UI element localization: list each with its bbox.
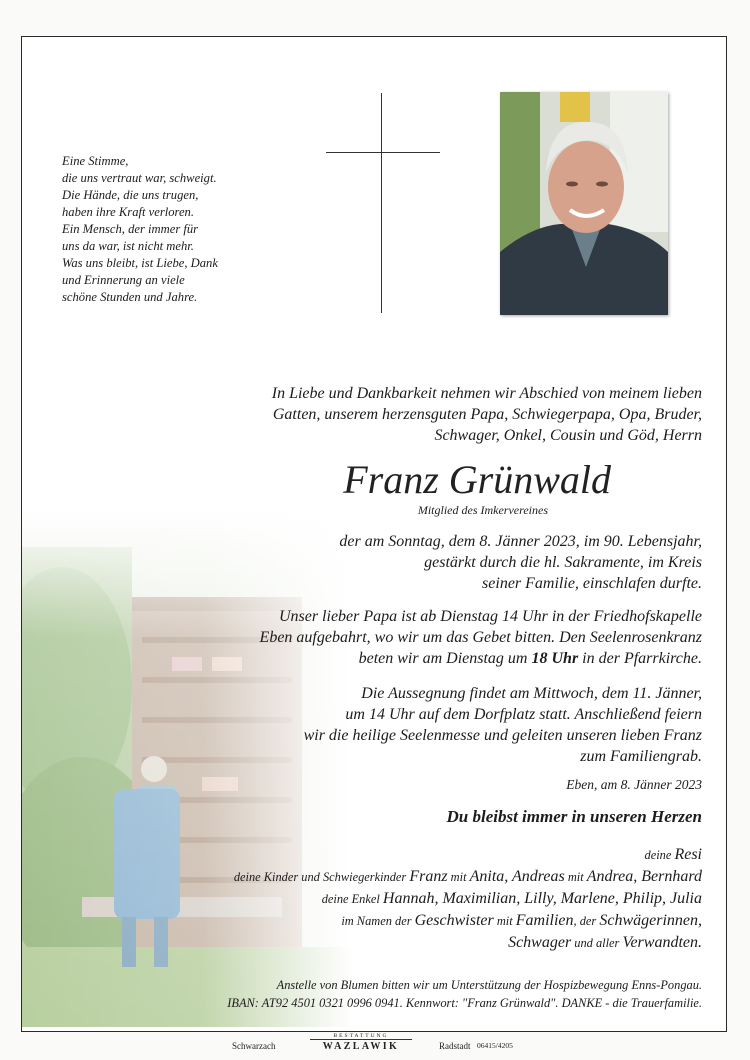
footer-divider bbox=[310, 1039, 412, 1040]
note-line: Anstelle von Blumen bitten wir um Unterstützung der Hospizbewegung Enns-Pongau. bbox=[276, 978, 702, 992]
text-span: beten wir am Dienstag um bbox=[358, 650, 532, 667]
text-span: im Namen der bbox=[341, 914, 415, 928]
paragraph-line: um 14 Uhr auf dem Dorfplatz statt. Anschließend feiern bbox=[345, 706, 702, 723]
poem-line: Die Hände, die uns trugen, bbox=[62, 188, 199, 202]
note-line: IBAN: AT92 4501 0321 0996 0941. Kennwort: "Franz Grünwald". DANKE - die Trauerfamilie. bbox=[227, 996, 702, 1010]
mourner-name: Resi bbox=[674, 846, 702, 863]
text-span: in der Pfarrkirche. bbox=[578, 650, 702, 667]
paragraph-line: Die Aussegnung findet am Mittwoch, dem 11. Jänner, bbox=[361, 685, 702, 702]
intro-line: In Liebe und Dankbarkeit nehmen wir Abschied von meinem lieben bbox=[271, 385, 702, 402]
poem-line: und Erinnerung an viele bbox=[62, 273, 185, 287]
mourner-name: Anita, Andreas bbox=[469, 868, 565, 885]
death-notice-paragraph bbox=[339, 531, 702, 594]
deceased-name: Franz Grünwald bbox=[343, 457, 611, 502]
paragraph-line: gestärkt durch die hl. Sakramente, im Kreis bbox=[424, 554, 702, 571]
portrait-photo bbox=[500, 92, 668, 315]
paragraph-line bbox=[260, 648, 702, 669]
mourner-name: Geschwister bbox=[414, 912, 494, 929]
poem-line: haben ihre Kraft verloren. bbox=[62, 205, 194, 219]
mourners-list bbox=[234, 844, 702, 954]
text-span: , der bbox=[573, 914, 600, 928]
footer-brand: WAZLAWIK bbox=[322, 1041, 400, 1052]
mourner-name: Hannah, Maximilian, Lilly, Marlene, Philip, Julia bbox=[382, 890, 702, 907]
mourner-line bbox=[234, 932, 702, 954]
poem-line: uns da war, ist nicht mehr. bbox=[62, 239, 194, 253]
text-span: deine bbox=[644, 848, 675, 862]
deceased-subtitle: Mitglied des Imkervereines bbox=[417, 503, 548, 517]
funeral-paragraph bbox=[304, 683, 702, 767]
poem-line: die uns vertraut war, schweigt. bbox=[62, 171, 217, 185]
paragraph-line: der am Sonntag, dem 8. Jänner 2023, im 90. Lebensjahr, bbox=[339, 533, 702, 550]
text-span: mit bbox=[447, 870, 470, 884]
mourner-line bbox=[234, 844, 702, 866]
text-span: und aller bbox=[571, 936, 623, 950]
mourner-line bbox=[234, 910, 702, 932]
mourner-name: Verwandten. bbox=[622, 934, 702, 951]
funeral-home-footer bbox=[0, 1033, 750, 1057]
poem-line: Eine Stimme, bbox=[62, 154, 129, 168]
paragraph-line: seiner Familie, einschlafen durfte. bbox=[482, 575, 702, 592]
place-date: Eben, am 8. Jänner 2023 bbox=[566, 777, 702, 792]
rosary-time: 18 Uhr bbox=[531, 650, 579, 667]
motto: Du bleibst immer in unseren Herzen bbox=[446, 807, 702, 826]
poem bbox=[62, 153, 282, 306]
text-span: deine Enkel bbox=[321, 892, 383, 906]
poem-line: schöne Stunden und Jahre. bbox=[62, 290, 198, 304]
footer-location: Radstadt bbox=[439, 1041, 471, 1051]
text-span: deine Kinder und Schwiegerkinder bbox=[233, 870, 410, 884]
intro-text bbox=[272, 383, 702, 446]
poem-line: Ein Mensch, der immer für bbox=[62, 222, 199, 236]
paragraph-line: Eben aufgebahrt, wo wir um das Gebet bitten. Den Seelenrosenkranz bbox=[259, 629, 702, 646]
paragraph-line: Unser lieber Papa ist ab Dienstag 14 Uhr in der Friedhofskapelle bbox=[278, 608, 702, 625]
text-span: mit bbox=[564, 870, 587, 884]
mourner-name: Schwager bbox=[508, 934, 572, 951]
footer-brand-tagline: BESTATTUNG bbox=[333, 1033, 389, 1039]
mourner-name: Franz bbox=[409, 868, 448, 885]
paragraph-line: wir die heilige Seelenmesse und geleiten unseren lieben Franz bbox=[303, 727, 702, 744]
footer-location: Schwarzach bbox=[232, 1041, 276, 1051]
intro-line: Schwager, Onkel, Cousin und Göd, Herrn bbox=[434, 427, 702, 444]
mourner-line bbox=[234, 888, 702, 910]
mourner-name: Schwägerinnen, bbox=[599, 912, 702, 929]
mourner-name: Familien bbox=[515, 912, 574, 929]
mourner-line bbox=[234, 866, 702, 888]
intro-line: Gatten, unserem herzensguten Papa, Schwiegerpapa, Opa, Bruder, bbox=[272, 406, 702, 423]
obituary-frame bbox=[21, 36, 727, 1032]
text-span: mit bbox=[493, 914, 516, 928]
cross-icon-bar bbox=[326, 152, 440, 153]
donation-note bbox=[227, 976, 702, 1012]
paragraph-line: zum Familiengrab. bbox=[580, 748, 702, 765]
viewing-paragraph bbox=[260, 606, 702, 669]
poem-line: Was uns bleibt, ist Liebe, Dank bbox=[62, 256, 218, 270]
footer-phone: 06415/4205 bbox=[477, 1041, 513, 1050]
mourner-name: Andrea, Bernhard bbox=[586, 868, 702, 885]
cross-icon bbox=[381, 93, 382, 313]
